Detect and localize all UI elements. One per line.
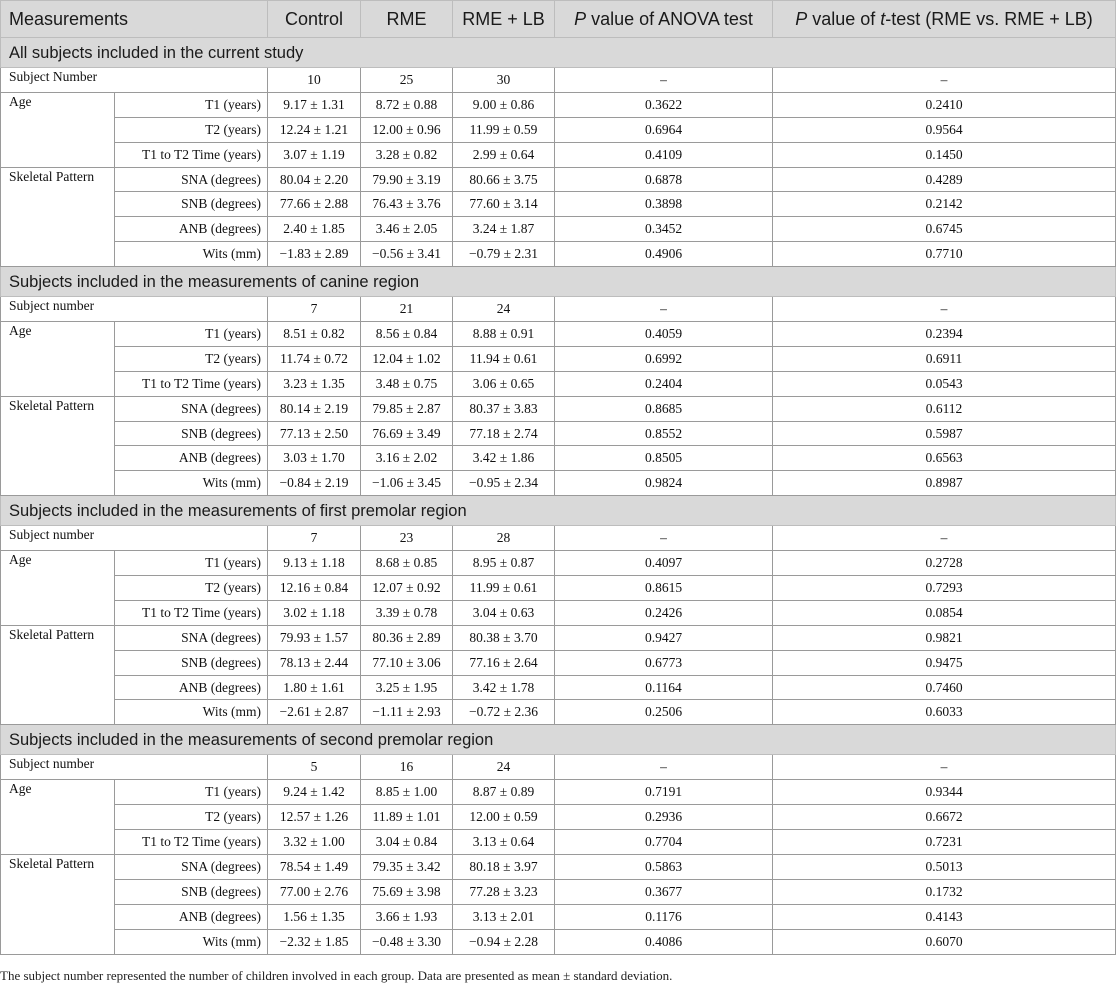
age-group-label: Age (1, 780, 115, 855)
value-cell-rme-lb: 3.06 ± 0.65 (453, 371, 555, 396)
value-cell-anova: 0.2426 (555, 600, 773, 625)
value-cell-ttest: 0.7231 (773, 830, 1116, 855)
value-cell-rme: 12.00 ± 0.96 (361, 117, 453, 142)
header-ttest-p: P value of t-test (RME vs. RME + LB) (773, 1, 1116, 38)
row-label: ANB (degrees) (115, 217, 268, 242)
table-row (1, 192, 1116, 217)
value-cell-ttest: 0.0543 (773, 371, 1116, 396)
value-cell-control: 80.14 ± 2.19 (268, 396, 361, 421)
value-cell-rme-lb: 80.18 ± 3.97 (453, 854, 555, 879)
value-cell-control: 1.80 ± 1.61 (268, 675, 361, 700)
value-cell-anova: 0.9427 (555, 625, 773, 650)
row-label: T2 (years) (115, 117, 268, 142)
value-cell-rme-lb: 9.00 ± 0.86 (453, 92, 555, 117)
subject-number-label: Subject Number (1, 68, 268, 93)
subject-number-row (1, 755, 1116, 780)
row-label: T1 to T2 Time (years) (115, 830, 268, 855)
value-cell-ttest: 0.6070 (773, 929, 1116, 954)
row-label: T2 (years) (115, 346, 268, 371)
value-cell-rme-lb: 77.18 ± 2.74 (453, 421, 555, 446)
value-cell-rme-lb: 8.87 ± 0.89 (453, 780, 555, 805)
value-cell-rme-lb: 80.66 ± 3.75 (453, 167, 555, 192)
section-title-row (1, 38, 1116, 68)
value-cell-ttest: 0.2728 (773, 551, 1116, 576)
table-row (1, 346, 1116, 371)
value-cell-rme: −1.11 ± 2.93 (361, 700, 453, 725)
table-row (1, 396, 1116, 421)
value-cell-anova: 0.6964 (555, 117, 773, 142)
section-title: Subjects included in the measurements of canine region (1, 267, 1116, 297)
value-cell-anova: 0.9824 (555, 471, 773, 496)
value-cell-rme: 3.28 ± 0.82 (361, 142, 453, 167)
value-cell-ttest: 0.1732 (773, 879, 1116, 904)
value-cell-anova: 0.3622 (555, 92, 773, 117)
value-cell-anova: 0.8552 (555, 421, 773, 446)
value-cell-rme-lb: 3.13 ± 2.01 (453, 904, 555, 929)
value-cell-rme: 79.85 ± 2.87 (361, 396, 453, 421)
value-cell-ttest: 0.4289 (773, 167, 1116, 192)
age-group-label: Age (1, 551, 115, 626)
value-cell-rme-lb: 8.95 ± 0.87 (453, 551, 555, 576)
value-cell-ttest: 0.6563 (773, 446, 1116, 471)
subject-number-label: Subject number (1, 755, 268, 780)
row-label: ANB (degrees) (115, 904, 268, 929)
value-cell-rme-lb: 3.42 ± 1.78 (453, 675, 555, 700)
value-cell-ttest: 0.7710 (773, 242, 1116, 267)
value-cell-control: 3.23 ± 1.35 (268, 371, 361, 396)
table-row (1, 371, 1116, 396)
table-row (1, 242, 1116, 267)
row-label: T2 (years) (115, 576, 268, 601)
value-cell-control: 78.54 ± 1.49 (268, 854, 361, 879)
table-row (1, 805, 1116, 830)
value-cell-rme-lb: 77.60 ± 3.14 (453, 192, 555, 217)
row-label: Wits (mm) (115, 242, 268, 267)
value-cell-control: 77.00 ± 2.76 (268, 879, 361, 904)
header-rme-lb: RME + LB (453, 1, 555, 38)
value-cell-rme-lb: 11.99 ± 0.59 (453, 117, 555, 142)
value-cell-rme: 76.43 ± 3.76 (361, 192, 453, 217)
subject-number-cell: – (555, 755, 773, 780)
value-cell-anova: 0.4109 (555, 142, 773, 167)
value-cell-control: 9.24 ± 1.42 (268, 780, 361, 805)
value-cell-anova: 0.6992 (555, 346, 773, 371)
subject-number-row (1, 68, 1116, 93)
value-cell-rme: 77.10 ± 3.06 (361, 650, 453, 675)
subject-number-row (1, 297, 1116, 322)
value-cell-rme: 76.69 ± 3.49 (361, 421, 453, 446)
table-row (1, 471, 1116, 496)
row-label: SNA (degrees) (115, 854, 268, 879)
value-cell-rme: 80.36 ± 2.89 (361, 625, 453, 650)
value-cell-ttest: 0.1450 (773, 142, 1116, 167)
skeletal-group-label: Skeletal Pattern (1, 854, 115, 954)
value-cell-anova: 0.2506 (555, 700, 773, 725)
table-row (1, 117, 1116, 142)
subject-number-label: Subject number (1, 297, 268, 322)
subject-number-cell: 10 (268, 68, 361, 93)
value-cell-control: −1.83 ± 2.89 (268, 242, 361, 267)
value-cell-ttest: 0.2142 (773, 192, 1116, 217)
section-title: Subjects included in the measurements of first premolar region (1, 496, 1116, 526)
value-cell-rme-lb: 11.99 ± 0.61 (453, 576, 555, 601)
value-cell-control: −2.32 ± 1.85 (268, 929, 361, 954)
table-row (1, 446, 1116, 471)
value-cell-rme: 3.66 ± 1.93 (361, 904, 453, 929)
value-cell-anova: 0.3452 (555, 217, 773, 242)
table-body (1, 38, 1116, 955)
value-cell-ttest: 0.0854 (773, 600, 1116, 625)
value-cell-rme: 8.72 ± 0.88 (361, 92, 453, 117)
table-row (1, 854, 1116, 879)
value-cell-control: 12.57 ± 1.26 (268, 805, 361, 830)
table-row (1, 904, 1116, 929)
value-cell-rme: −0.48 ± 3.30 (361, 929, 453, 954)
value-cell-ttest: 0.9344 (773, 780, 1116, 805)
value-cell-rme: 8.56 ± 0.84 (361, 322, 453, 347)
skeletal-group-label: Skeletal Pattern (1, 625, 115, 725)
row-label: SNA (degrees) (115, 625, 268, 650)
age-group-label: Age (1, 92, 115, 167)
row-label: T1 (years) (115, 551, 268, 576)
value-cell-anova: 0.1176 (555, 904, 773, 929)
row-label: ANB (degrees) (115, 675, 268, 700)
row-label: Wits (mm) (115, 929, 268, 954)
value-cell-anova: 0.2936 (555, 805, 773, 830)
value-cell-control: 79.93 ± 1.57 (268, 625, 361, 650)
subject-number-cell: – (555, 526, 773, 551)
value-cell-ttest: 0.7293 (773, 576, 1116, 601)
value-cell-rme-lb: 80.38 ± 3.70 (453, 625, 555, 650)
subject-number-cell: 24 (453, 297, 555, 322)
value-cell-rme: −0.56 ± 3.41 (361, 242, 453, 267)
header-anova-p: P value of ANOVA test (555, 1, 773, 38)
value-cell-anova: 0.4059 (555, 322, 773, 347)
row-label: T1 (years) (115, 322, 268, 347)
value-cell-anova: 0.3677 (555, 879, 773, 904)
value-cell-rme-lb: 77.28 ± 3.23 (453, 879, 555, 904)
value-cell-rme-lb: 12.00 ± 0.59 (453, 805, 555, 830)
value-cell-anova: 0.2404 (555, 371, 773, 396)
table-header-row (1, 1, 1116, 38)
row-label: ANB (degrees) (115, 446, 268, 471)
subject-number-cell: 30 (453, 68, 555, 93)
section-title-row (1, 725, 1116, 755)
value-cell-rme: 11.89 ± 1.01 (361, 805, 453, 830)
subject-number-cell: 5 (268, 755, 361, 780)
value-cell-rme: 75.69 ± 3.98 (361, 879, 453, 904)
value-cell-ttest: 0.2410 (773, 92, 1116, 117)
value-cell-anova: 0.3898 (555, 192, 773, 217)
value-cell-control: 3.03 ± 1.70 (268, 446, 361, 471)
value-cell-ttest: 0.6033 (773, 700, 1116, 725)
row-label: T1 to T2 Time (years) (115, 600, 268, 625)
value-cell-rme-lb: 8.88 ± 0.91 (453, 322, 555, 347)
table-row (1, 167, 1116, 192)
value-cell-anova: 0.4097 (555, 551, 773, 576)
value-cell-anova: 0.5863 (555, 854, 773, 879)
value-cell-rme-lb: 11.94 ± 0.61 (453, 346, 555, 371)
subject-number-cell: – (773, 297, 1116, 322)
value-cell-rme: 79.90 ± 3.19 (361, 167, 453, 192)
value-cell-rme: 8.85 ± 1.00 (361, 780, 453, 805)
row-label: SNB (degrees) (115, 879, 268, 904)
value-cell-ttest: 0.9475 (773, 650, 1116, 675)
value-cell-control: 11.74 ± 0.72 (268, 346, 361, 371)
table-row (1, 879, 1116, 904)
table-row (1, 929, 1116, 954)
value-cell-control: 12.24 ± 1.21 (268, 117, 361, 142)
value-cell-control: −2.61 ± 2.87 (268, 700, 361, 725)
value-cell-control: 77.13 ± 2.50 (268, 421, 361, 446)
value-cell-ttest: 0.9564 (773, 117, 1116, 142)
value-cell-control: 1.56 ± 1.35 (268, 904, 361, 929)
value-cell-ttest: 0.6911 (773, 346, 1116, 371)
table-row (1, 92, 1116, 117)
value-cell-rme: 3.04 ± 0.84 (361, 830, 453, 855)
value-cell-control: 78.13 ± 2.44 (268, 650, 361, 675)
skeletal-group-label: Skeletal Pattern (1, 167, 115, 267)
value-cell-rme-lb: 3.13 ± 0.64 (453, 830, 555, 855)
value-cell-ttest: 0.9821 (773, 625, 1116, 650)
subject-number-cell: 28 (453, 526, 555, 551)
table-row (1, 700, 1116, 725)
row-label: T1 (years) (115, 780, 268, 805)
value-cell-rme-lb: 3.24 ± 1.87 (453, 217, 555, 242)
value-cell-control: 3.02 ± 1.18 (268, 600, 361, 625)
subject-number-row (1, 526, 1116, 551)
skeletal-group-label: Skeletal Pattern (1, 396, 115, 496)
subject-number-cell: – (773, 68, 1116, 93)
value-cell-rme: 3.48 ± 0.75 (361, 371, 453, 396)
value-cell-anova: 0.4906 (555, 242, 773, 267)
subject-number-cell: – (773, 526, 1116, 551)
subject-number-cell: 7 (268, 297, 361, 322)
value-cell-rme: 3.46 ± 2.05 (361, 217, 453, 242)
value-cell-control: −0.84 ± 2.19 (268, 471, 361, 496)
header-control: Control (268, 1, 361, 38)
subject-number-label: Subject number (1, 526, 268, 551)
value-cell-rme: 8.68 ± 0.85 (361, 551, 453, 576)
table-footnote: The subject number represented the number of children involved in each group. Data are presented as mean ± standard deviation. (0, 968, 673, 983)
subject-number-cell: 7 (268, 526, 361, 551)
row-label: T1 (years) (115, 92, 268, 117)
value-cell-rme-lb: −0.79 ± 2.31 (453, 242, 555, 267)
value-cell-control: 9.13 ± 1.18 (268, 551, 361, 576)
value-cell-ttest: 0.6112 (773, 396, 1116, 421)
value-cell-ttest: 0.5987 (773, 421, 1116, 446)
value-cell-rme-lb: 3.42 ± 1.86 (453, 446, 555, 471)
value-cell-control: 3.32 ± 1.00 (268, 830, 361, 855)
table-row (1, 830, 1116, 855)
header-measurements: Measurements (1, 1, 268, 38)
row-label: T1 to T2 Time (years) (115, 142, 268, 167)
value-cell-anova: 0.4086 (555, 929, 773, 954)
table-row (1, 142, 1116, 167)
value-cell-rme-lb: 80.37 ± 3.83 (453, 396, 555, 421)
value-cell-rme: 12.07 ± 0.92 (361, 576, 453, 601)
value-cell-ttest: 0.4143 (773, 904, 1116, 929)
table-row (1, 421, 1116, 446)
value-cell-control: 8.51 ± 0.82 (268, 322, 361, 347)
section-title: Subjects included in the measurements of second premolar region (1, 725, 1116, 755)
value-cell-anova: 0.6773 (555, 650, 773, 675)
section-title: All subjects included in the current study (1, 38, 1116, 68)
value-cell-rme: −1.06 ± 3.45 (361, 471, 453, 496)
value-cell-anova: 0.6878 (555, 167, 773, 192)
row-label: SNA (degrees) (115, 396, 268, 421)
value-cell-ttest: 0.2394 (773, 322, 1116, 347)
table-row (1, 217, 1116, 242)
row-label: SNB (degrees) (115, 421, 268, 446)
value-cell-ttest: 0.6672 (773, 805, 1116, 830)
value-cell-rme: 3.39 ± 0.78 (361, 600, 453, 625)
subject-number-cell: 21 (361, 297, 453, 322)
row-label: T1 to T2 Time (years) (115, 371, 268, 396)
value-cell-anova: 0.8505 (555, 446, 773, 471)
table-row (1, 675, 1116, 700)
table-row (1, 650, 1116, 675)
value-cell-anova: 0.8685 (555, 396, 773, 421)
section-title-row (1, 496, 1116, 526)
table-row (1, 625, 1116, 650)
table-row (1, 551, 1116, 576)
value-cell-rme-lb: −0.94 ± 2.28 (453, 929, 555, 954)
value-cell-rme-lb: 2.99 ± 0.64 (453, 142, 555, 167)
value-cell-anova: 0.8615 (555, 576, 773, 601)
subject-number-cell: 25 (361, 68, 453, 93)
row-label: SNA (degrees) (115, 167, 268, 192)
subject-number-cell: 24 (453, 755, 555, 780)
section-title-row (1, 267, 1116, 297)
value-cell-anova: 0.7704 (555, 830, 773, 855)
row-label: Wits (mm) (115, 700, 268, 725)
value-cell-rme-lb: −0.72 ± 2.36 (453, 700, 555, 725)
value-cell-control: 12.16 ± 0.84 (268, 576, 361, 601)
subject-number-cell: 23 (361, 526, 453, 551)
value-cell-ttest: 0.7460 (773, 675, 1116, 700)
subject-number-cell: – (555, 68, 773, 93)
value-cell-rme: 3.16 ± 2.02 (361, 446, 453, 471)
value-cell-control: 77.66 ± 2.88 (268, 192, 361, 217)
value-cell-ttest: 0.6745 (773, 217, 1116, 242)
value-cell-rme-lb: 77.16 ± 2.64 (453, 650, 555, 675)
value-cell-control: 3.07 ± 1.19 (268, 142, 361, 167)
value-cell-anova: 0.7191 (555, 780, 773, 805)
row-label: SNB (degrees) (115, 650, 268, 675)
value-cell-rme-lb: −0.95 ± 2.34 (453, 471, 555, 496)
value-cell-anova: 0.1164 (555, 675, 773, 700)
value-cell-control: 2.40 ± 1.85 (268, 217, 361, 242)
table-row (1, 780, 1116, 805)
table-row (1, 576, 1116, 601)
value-cell-ttest: 0.5013 (773, 854, 1116, 879)
value-cell-rme: 3.25 ± 1.95 (361, 675, 453, 700)
row-label: T2 (years) (115, 805, 268, 830)
value-cell-rme-lb: 3.04 ± 0.63 (453, 600, 555, 625)
row-label: Wits (mm) (115, 471, 268, 496)
value-cell-rme: 12.04 ± 1.02 (361, 346, 453, 371)
table-row (1, 322, 1116, 347)
subject-number-cell: – (773, 755, 1116, 780)
subject-number-cell: – (555, 297, 773, 322)
value-cell-control: 80.04 ± 2.20 (268, 167, 361, 192)
value-cell-control: 9.17 ± 1.31 (268, 92, 361, 117)
table-row (1, 600, 1116, 625)
header-rme: RME (361, 1, 453, 38)
value-cell-ttest: 0.8987 (773, 471, 1116, 496)
row-label: SNB (degrees) (115, 192, 268, 217)
value-cell-rme: 79.35 ± 3.42 (361, 854, 453, 879)
subject-number-cell: 16 (361, 755, 453, 780)
age-group-label: Age (1, 322, 115, 397)
